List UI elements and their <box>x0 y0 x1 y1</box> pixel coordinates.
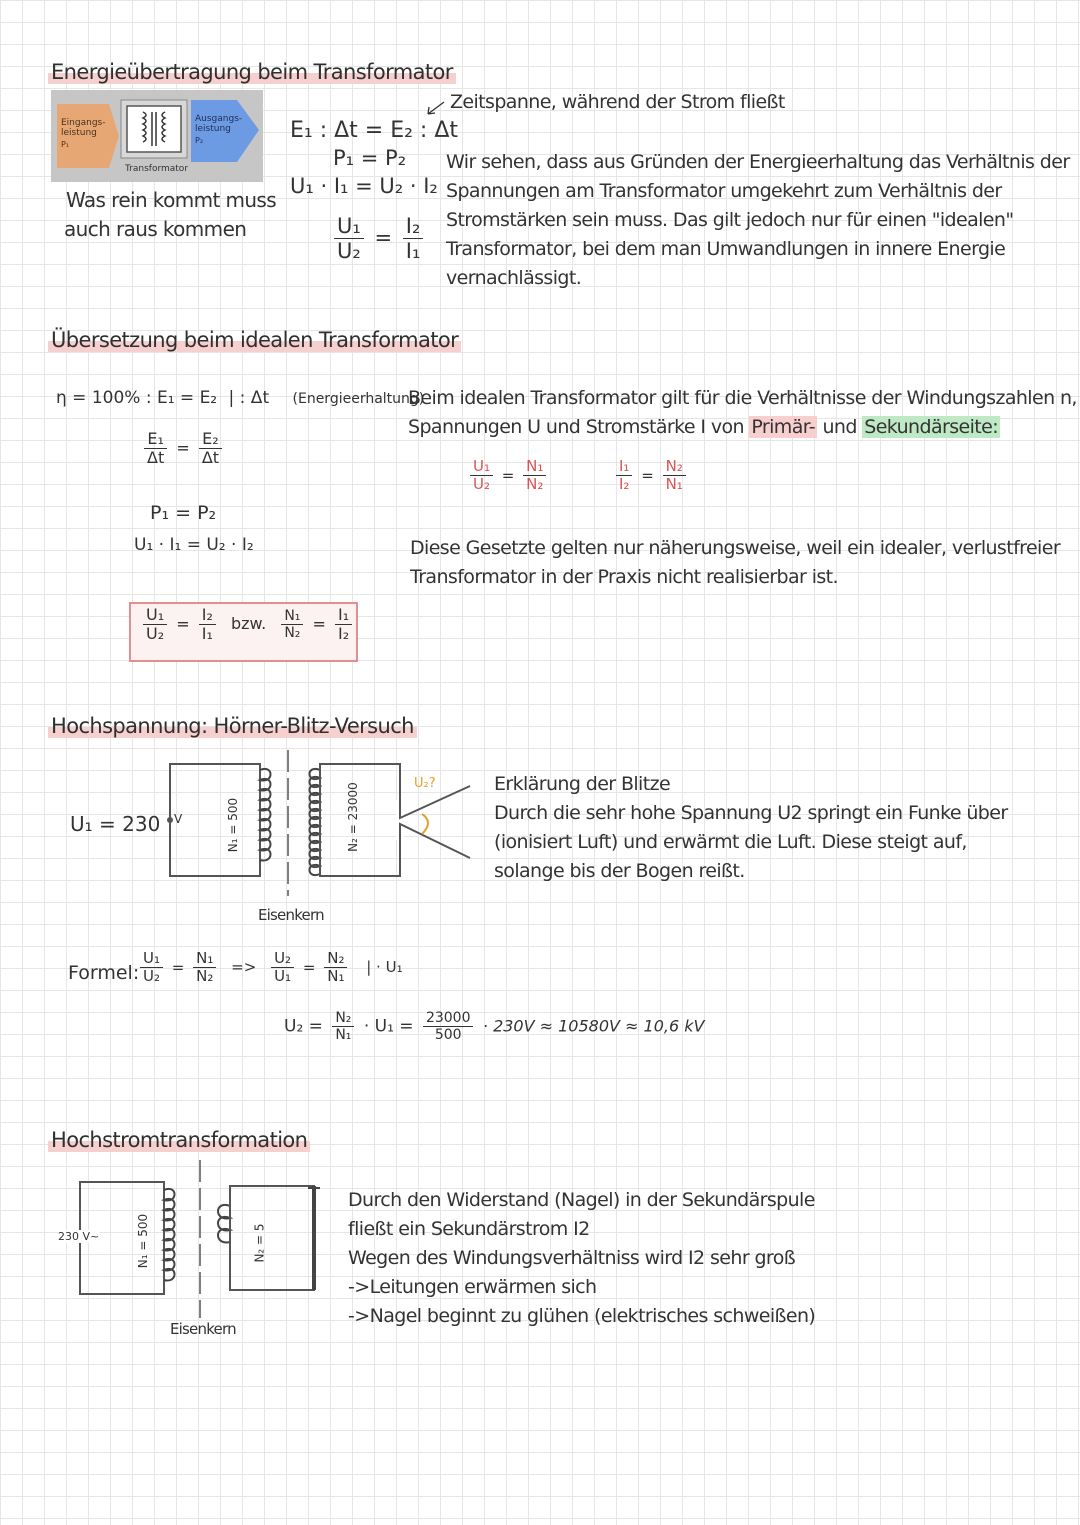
efficiency-eq: η = 100% : E₁ = E₂ <box>56 388 218 408</box>
paragraph-energy-1: Wir sehen, dass aus Gründen der Energieerhaltung das Verhältnis der <box>446 151 1070 173</box>
explain-line-2: (ionisiert Luft) und erwärmt die Luft. Diese steigt auf, <box>494 831 967 853</box>
line-efficiency <box>56 388 424 408</box>
ideal-paragraph-1a: Beim idealen Transformator gilt für die Verhältnisse der Windungszahlen n, <box>408 387 1077 409</box>
explain-line-3: solange bis der Bogen reißt. <box>494 860 745 882</box>
formula-n1b: N₁ <box>327 967 345 986</box>
box-u2: U₂ <box>146 624 165 644</box>
calc-num: 23000 <box>423 1010 474 1027</box>
formula-op: | · U₁ <box>366 958 403 977</box>
box-i1: I₁ <box>201 624 213 644</box>
hc-paragraph-1: Durch den Widerstand (Nagel) in der Sekundärspule <box>348 1189 815 1211</box>
ideal-paragraph-2a: Diese Gesetzte gelten nur näherungsweise, weil ein idealer, verlustfreier <box>410 537 1061 559</box>
box-i1b: I₁ <box>335 606 352 625</box>
frac-e1: E₁ <box>144 430 167 449</box>
source-label: 230 V~ <box>58 1230 100 1243</box>
volt-symbol: V <box>174 812 183 826</box>
frac-dt-1: Δt <box>147 448 165 468</box>
equation-energy-time: E₁ : Δt = E₂ : Δt <box>290 118 459 143</box>
efficiency-op: | : Δt <box>228 388 270 408</box>
calc-den: 500 <box>434 1027 462 1044</box>
primary-turns-label: N₁ = 500 <box>226 797 241 853</box>
formula-ratio: $\frac{\text{U₁}}{\text{U₂}}$ = $\frac{\text{N₁}}{\text{N₂}}$ => $\frac{\text{U₂}}{\text{U₁}}$ = $\frac{\text{N₂}}{\text{N₁}}$ | · U₁ <box>136 950 403 986</box>
hc-primary-turns: N₁ = 500 <box>136 1213 151 1269</box>
formula-n2b: N₂ <box>324 950 347 968</box>
frac-i2: I₂ <box>403 214 424 239</box>
formula-u2: U₂ <box>143 967 160 986</box>
handnote-line-1: Was rein kommt muss <box>66 188 277 212</box>
frac-i1: I₁ <box>405 239 421 264</box>
result-box-content: $\frac{\text{U₁}}{\text{U₂}}$ = $\frac{\text{I₂}}{\text{I₁}}$ bzw. $\frac{\text{N₁}}{\text{N₂}}$ = $\frac{\text{I₁}}{\text{I₂}}$ <box>139 606 356 644</box>
explain-title: Erklärung der Blitze <box>494 773 671 795</box>
input-power-label: Eingangs-leistung <box>61 118 106 138</box>
und-text: und <box>817 416 863 438</box>
box-n2: N₂ <box>284 625 301 642</box>
ratio1-u2: U₂ <box>473 475 490 494</box>
result-box <box>129 602 358 662</box>
box-bzw: bzw. <box>230 614 267 634</box>
high-current-circuit <box>70 1156 330 1326</box>
calc-n2: N₂ <box>332 1010 354 1027</box>
calc-result: · 230V ≈ 10580V ≈ 10,6 kV <box>482 1016 705 1036</box>
coil-icon <box>260 769 271 861</box>
iron-core-label: Eisenkern <box>258 906 324 924</box>
secondary-side-highlight: Sekundärseite: <box>864 416 999 438</box>
ratio2-n1: N₁ <box>665 475 683 494</box>
frac-u1: U₁ <box>334 214 364 239</box>
ui-product-2: U₁ · I₁ = U₂ · I₂ <box>134 535 254 555</box>
hc-paragraph-4: ->Leitungen erwärmen sich <box>348 1276 597 1298</box>
paragraph-energy-2: Spannungen am Transformator umgekehrt zum Verhältnis der <box>446 180 1002 202</box>
hc-paragraph-5: ->Nagel beginnt zu glühen (elektrisches schweißen) <box>348 1305 816 1327</box>
section-title-energy: Energieübertragung beim Transformator <box>48 60 456 84</box>
equation-ui-product: U₁ · I₁ = U₂ · I₂ <box>290 174 438 198</box>
paragraph-energy-5: vernachlässigt. <box>446 267 582 289</box>
section-title-high-voltage: Hochspannung: Hörner-Blitz-Versuch <box>48 714 417 738</box>
horn-lightning-circuit <box>160 740 480 920</box>
output-power-label: Ausgangs-leistung <box>195 114 243 134</box>
secondary-turns-label: N₂ = 23000 <box>345 782 360 852</box>
calc-n1: N₁ <box>335 1027 352 1044</box>
equation-power-equal: P₁ = P₂ <box>333 146 407 170</box>
formula-arrow: => <box>231 958 257 977</box>
ratio1-n1: N₁ <box>523 458 546 476</box>
energy-conservation-note: (Energieerhaltung) <box>292 391 425 407</box>
calculation <box>284 1010 704 1043</box>
energy-time-fraction: $\frac{\text{E₁}}{\Delta t}$ = $\frac{\text{E₂}}{\Delta t}$ <box>140 430 226 468</box>
output-power-symbol: P₂ <box>195 136 204 145</box>
input-power-symbol: P₁ <box>61 140 70 149</box>
ratio-voltage-turns: $\frac{\text{U₁}}{\text{U₂}}$ = $\frac{\text{N₁}}{\text{N₂}}$ <box>466 458 550 494</box>
frac-e2: E₂ <box>199 430 222 449</box>
annotation-timespan: Zeitspanne, während der Strom fließt <box>450 91 785 113</box>
ideal-paragraph-1b <box>408 413 1000 443</box>
box-n1: N₁ <box>281 608 303 625</box>
section-title-ideal: Übersetzung beim idealen Transformator <box>48 328 461 352</box>
formula-label: Formel: <box>68 962 140 984</box>
secondary-voltage-question: U₂? <box>414 776 436 791</box>
formula-n1: N₁ <box>193 950 216 968</box>
formula-n2: N₂ <box>196 967 214 986</box>
ratio2-i1: I₁ <box>616 458 632 476</box>
formula-u1: U₁ <box>140 950 163 968</box>
calc-dot: · U₁ = <box>363 1016 414 1037</box>
ideal-paragraph-2b: Transformator in der Praxis nicht realisierbar ist. <box>410 566 838 588</box>
power-equal-2: P₁ = P₂ <box>150 502 217 524</box>
voltmeter-icon <box>167 817 173 823</box>
ratio1-n2: N₂ <box>526 475 544 494</box>
box-i2b: I₂ <box>338 624 350 644</box>
box-i2: I₂ <box>199 606 216 625</box>
ratio2-i2: I₂ <box>619 475 630 494</box>
hc-paragraph-2: fließt ein Sekundärstrom I2 <box>348 1218 590 1240</box>
box-u1: U₁ <box>143 606 167 625</box>
formula-u2b: U₂ <box>271 950 294 968</box>
ratio1-u1: U₁ <box>470 458 493 476</box>
annotation-arrow-icon <box>424 98 448 118</box>
ratio2-n2: N₂ <box>663 458 686 476</box>
frac-dt-2: Δt <box>201 448 220 468</box>
transformer-figure <box>51 90 263 182</box>
paragraph-energy-4: Transformator, bei dem man Umwandlungen in innere Energie <box>446 238 1006 260</box>
paragraph-energy-3: Stromstärken sein muss. Das gilt jedoch nur für einen "idealen" <box>446 209 1014 231</box>
section-title-high-current: Hochstromtransformation <box>48 1128 310 1152</box>
hc-secondary-turns: N₂ = 5 <box>252 1223 267 1263</box>
ideal-paragraph-1b-text: Spannungen U und Stromstärke I von <box>408 416 750 438</box>
formula-u1b: U₁ <box>274 967 292 986</box>
hc-paragraph-3: Wegen des Windungsverhältniss wird I2 sehr groß <box>348 1247 796 1269</box>
ratio-current-turns: $\frac{\text{I₁}}{\text{I₂}}$ = $\frac{\text{N₂}}{\text{N₁}}$ <box>612 458 690 494</box>
frac-u2: U₂ <box>337 239 361 264</box>
equation-ratio: $\frac{\text{U₁}}{\text{U₂}}$ = $\frac{\text{I₂}}{\text{I₁}}$ <box>330 214 427 263</box>
calc-u2: U₂ = <box>284 1016 323 1037</box>
primary-side-highlight: Primär- <box>751 416 816 438</box>
handnote-line-2: auch raus kommen <box>64 217 247 241</box>
explain-line-1: Durch die sehr hohe Spannung U2 springt ein Funke über <box>494 802 1008 824</box>
transformer-label: Transformator <box>125 164 189 174</box>
primary-voltage-label: U₁ = 230 <box>70 812 161 836</box>
hc-iron-core-label: Eisenkern <box>170 1320 236 1338</box>
